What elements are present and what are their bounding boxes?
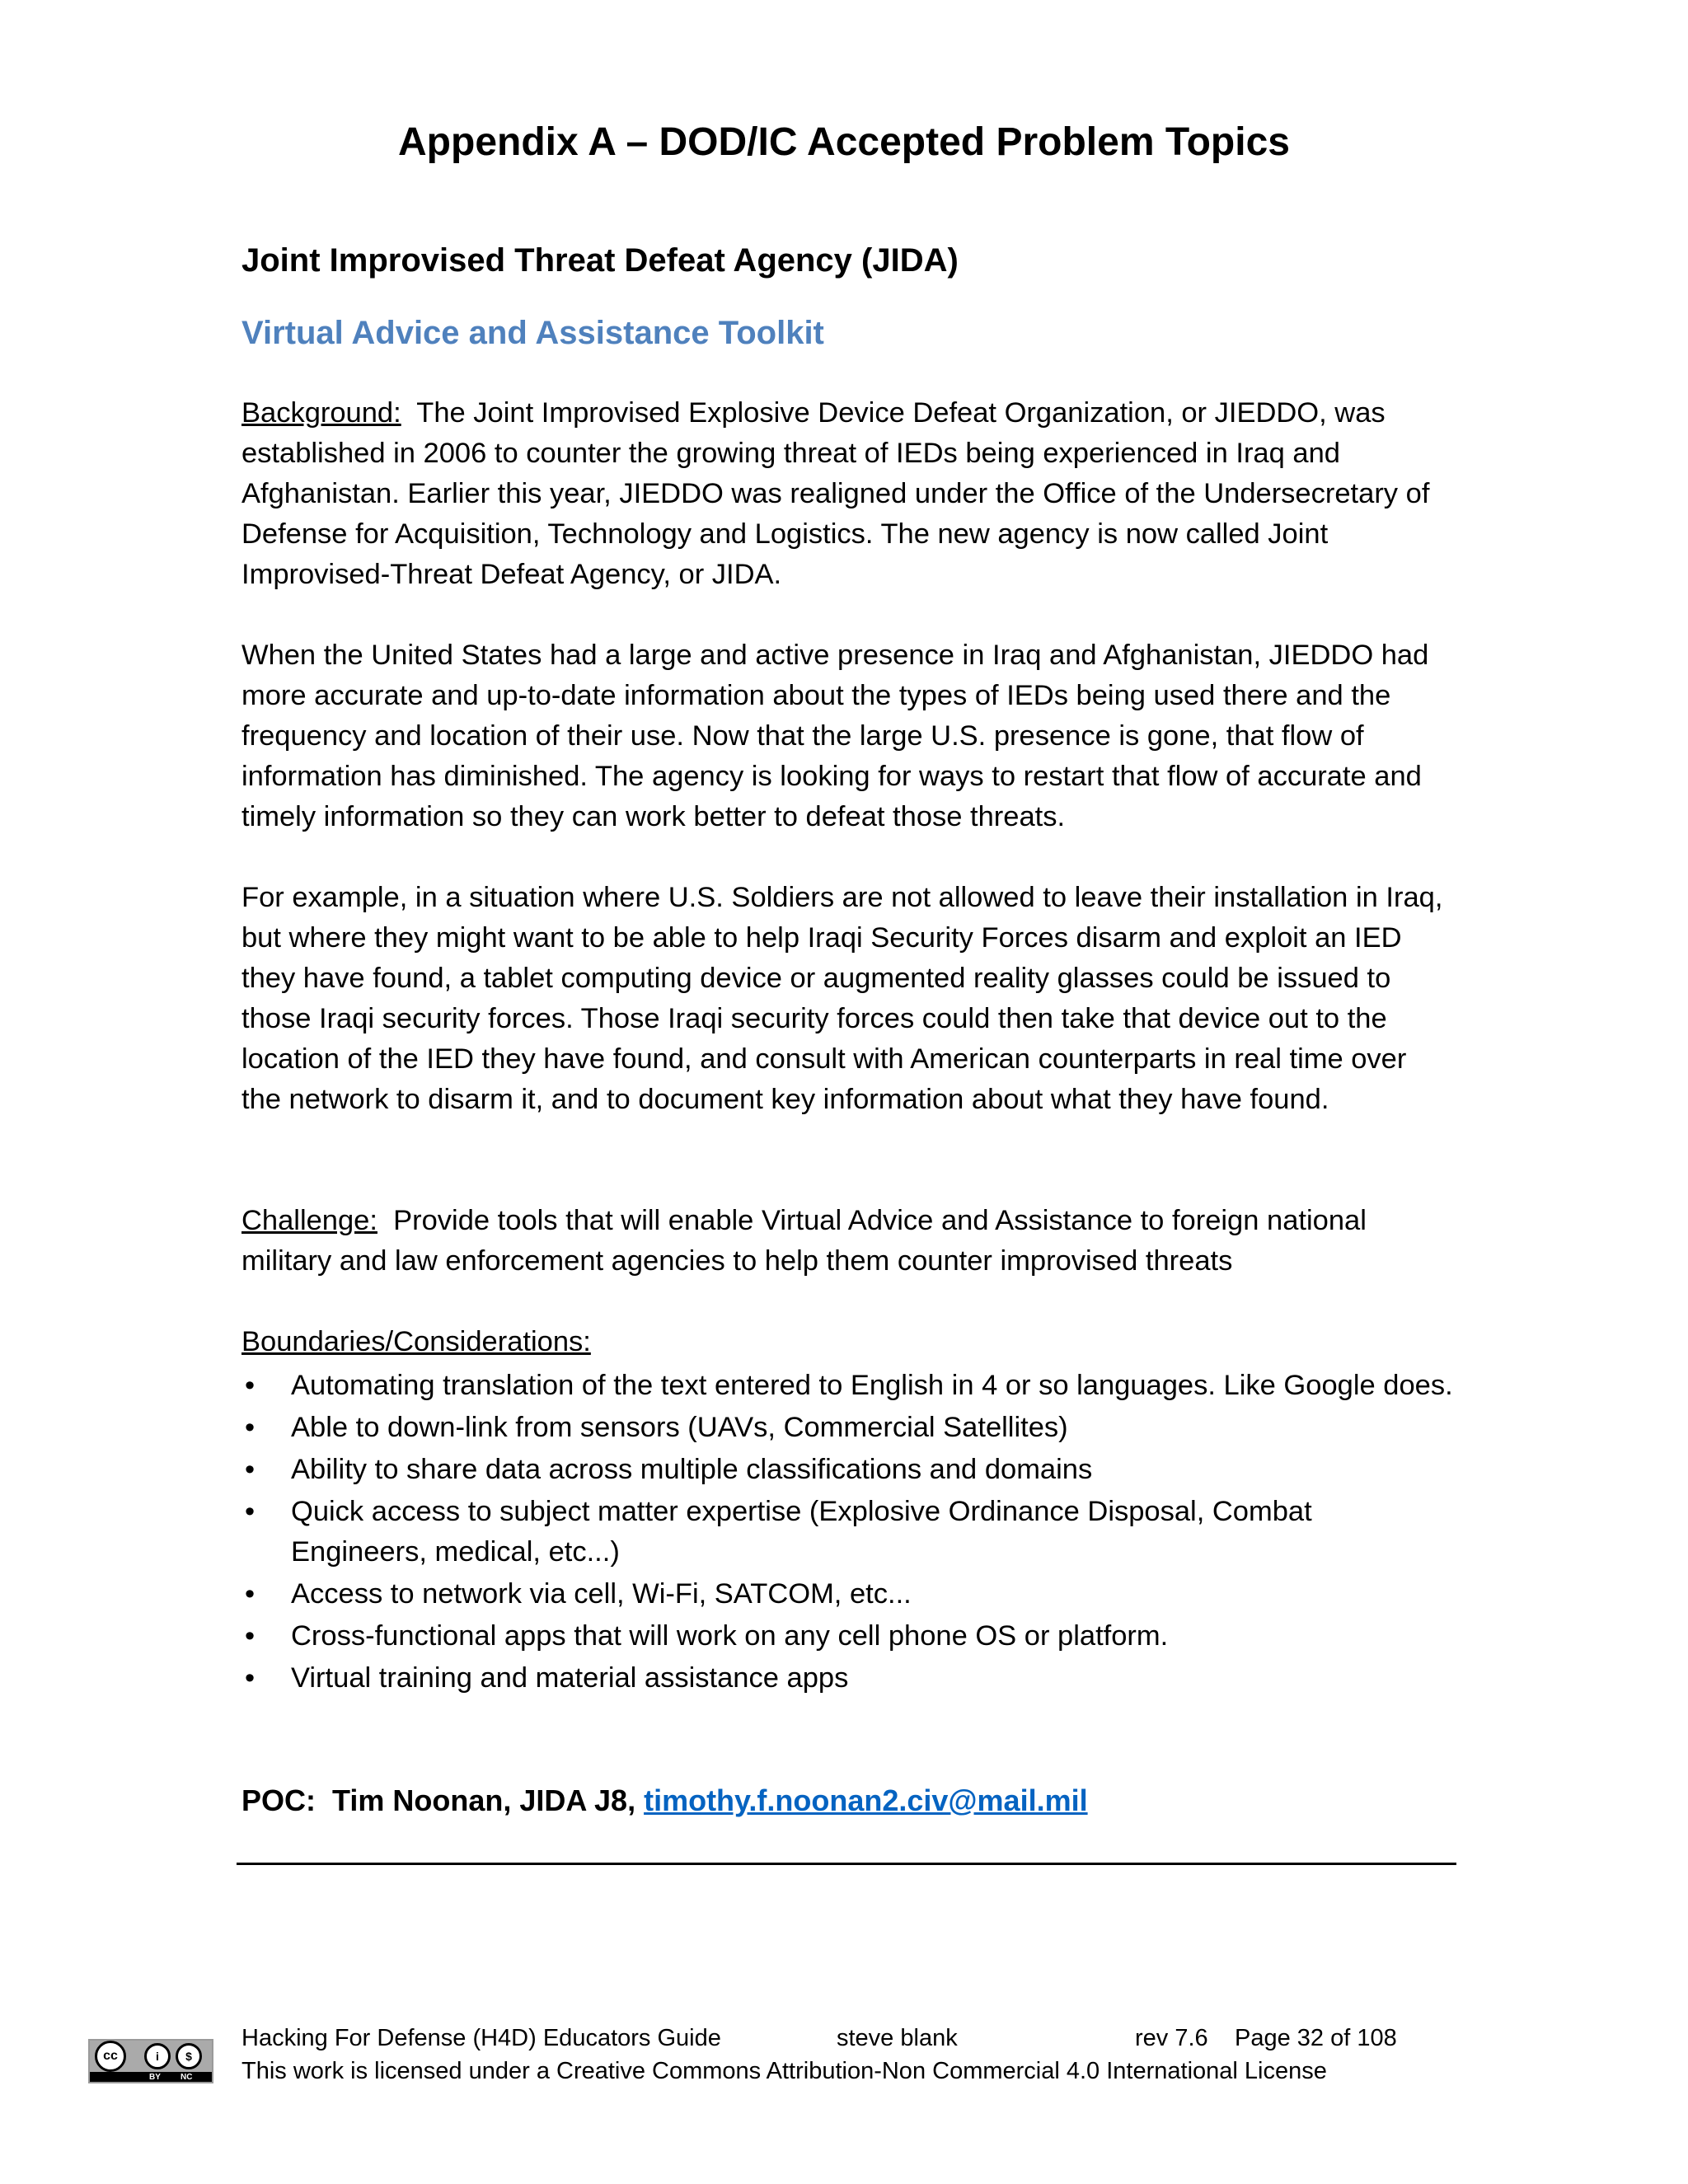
- list-item: [241, 1366, 1453, 1406]
- challenge-label: Challenge:: [241, 1205, 377, 1236]
- background-label: Background:: [241, 397, 401, 429]
- cc-license-badge[interactable]: [88, 2039, 213, 2083]
- bullet-icon: •: [245, 1412, 256, 1443]
- list-item: [241, 1616, 1453, 1657]
- page-title: Appendix A – DOD/IC Accepted Problem Topics: [398, 120, 1290, 164]
- example-paragraph: For example, in a situation where U.S. Soldiers are not allowed to leave their installation in Iraq, but where they might want to be able to help Iraqi Security Forces disarm and exploit an IED they have found, a tablet computing device or augmented reality glasses could be issued to those Iraqi security forces. Those Iraqi security forces could then take that device out to the location of the IED they have found, and consult with American counterparts in real time over the network to disarm it, and to document key information about what they have found.: [241, 882, 1443, 1115]
- footer-license-text: This work is licensed under a Creative Commons Attribution-Non Commercial 4.0 International License: [241, 2058, 1327, 2084]
- bullet-icon: •: [245, 1454, 256, 1485]
- list-item-text: Virtual training and material assistance apps: [291, 1662, 849, 1694]
- topic-heading: Virtual Advice and Assistance Toolkit: [241, 315, 824, 351]
- bullet-icon: •: [245, 1370, 256, 1401]
- boundaries-heading: [241, 1322, 1453, 1362]
- list-item-text: Quick access to subject matter expertise (Explosive Ordinance Disposal, Combat Engineers, medical, etc...): [291, 1496, 1312, 1568]
- bullet-icon: •: [245, 1662, 256, 1694]
- list-item: [241, 1658, 1453, 1699]
- footer-guide-title: Hacking For Defense (H4D) Educators Guide: [241, 2025, 721, 2051]
- cc-icon: cc: [95, 2041, 126, 2072]
- footer-author: steve blank: [837, 2025, 958, 2051]
- list-item-text: Access to network via cell, Wi-Fi, SATCOM, etc...: [291, 1578, 912, 1610]
- boundaries-list: [241, 1366, 1453, 1700]
- challenge-text: Provide tools that will enable Virtual Advice and Assistance to foreign national military and law enforcement agencies to help them counter improvised threats: [241, 1205, 1375, 1277]
- list-item-text: Ability to share data across multiple classifications and domains: [291, 1454, 1093, 1485]
- footer-page-number: Page 32 of 108: [1235, 2025, 1397, 2051]
- attribution-icon: i: [144, 2043, 171, 2069]
- by-tag: BY: [149, 2073, 161, 2082]
- footer-revision: rev 7.6: [1135, 2025, 1208, 2051]
- list-item: [241, 1450, 1453, 1490]
- bullet-icon: •: [245, 1578, 256, 1610]
- bullet-icon: •: [245, 1620, 256, 1652]
- challenge-paragraph: [241, 1201, 1453, 1282]
- poc-line: [241, 1780, 1088, 1821]
- list-item-text: Cross-functional apps that will work on any cell phone OS or platform.: [291, 1620, 1169, 1652]
- poc-label: POC: Tim Noonan, JIDA J8,: [241, 1783, 645, 1817]
- background-paragraph: [241, 393, 1453, 595]
- list-item: [241, 1408, 1453, 1448]
- poc-email-link[interactable]: timothy.f.noonan2.civ@mail.mil: [644, 1783, 1088, 1817]
- section-divider: [237, 1863, 1456, 1865]
- bullet-icon: •: [245, 1496, 256, 1527]
- list-item: [241, 1492, 1453, 1572]
- non-commercial-icon: $: [176, 2043, 202, 2069]
- nc-tag: NC: [181, 2073, 193, 2082]
- background-text: The Joint Improvised Explosive Device Defeat Organization, or JIEDDO, was established in 2006 to counter the growing threat of IEDs being experienced in Iraq and Afghanistan. Earlier this year, JIEDDO was realigned under the Office of the Undersecretary of Defense for Acquisition, Technology and Logistics. The new agency is now called Joint Improvised-Threat Defeat Agency, or JIDA.: [241, 397, 1438, 590]
- presence-paragraph: When the United States had a large and active presence in Iraq and Afghanistan, JIEDDO had more accurate and up-to-date information about the types of IEDs being used there and the frequency and location of their use. Now that the large U.S. presence is gone, that flow of information has diminished. The agency is looking for ways to restart that flow of accurate and timely information so they can work better to defeat those threats.: [241, 640, 1429, 832]
- boundaries-label: Boundaries/Considerations:: [241, 1326, 591, 1357]
- agency-heading: Joint Improvised Threat Defeat Agency (JIDA): [241, 242, 959, 279]
- list-item: [241, 1574, 1453, 1615]
- list-item-text: Able to down-link from sensors (UAVs, Commercial Satellites): [291, 1412, 1068, 1443]
- list-item-text: Automating translation of the text entered to English in 4 or so languages. Like Google does.: [291, 1370, 1453, 1401]
